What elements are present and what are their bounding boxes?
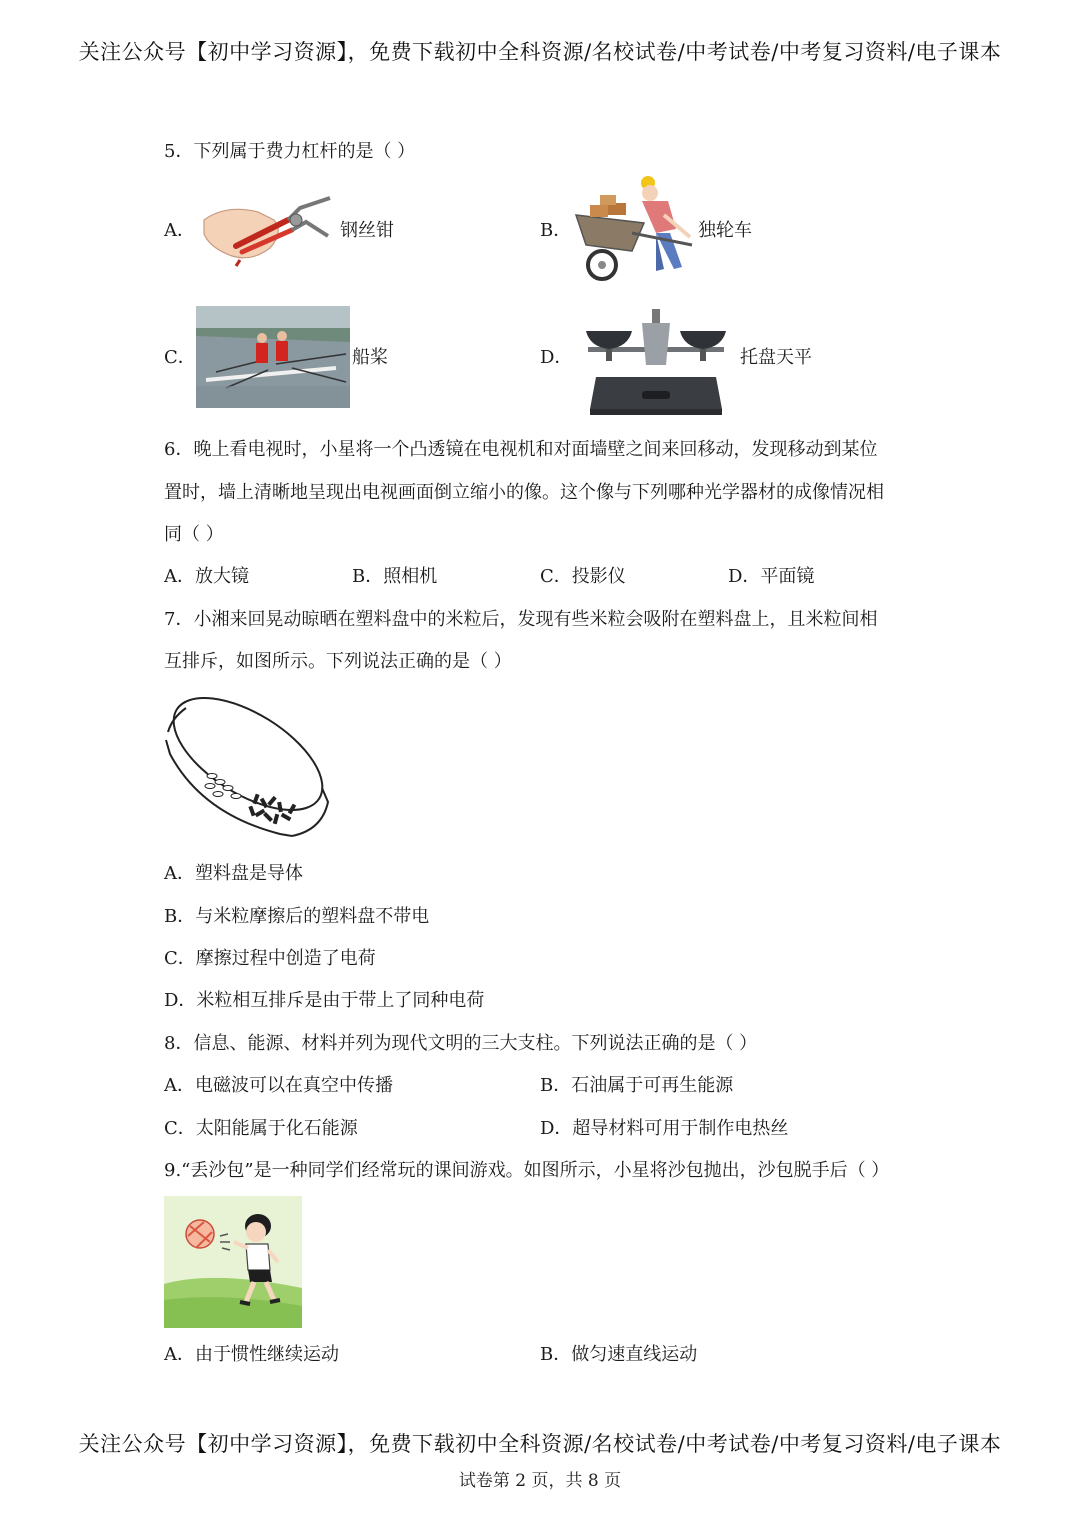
- question-6-line-2: 置时，墙上清晰地呈现出电视画面倒立缩小的像。这个像与下列哪种光学器材的成像情况相: [164, 482, 884, 503]
- q5-option-b-label: 独轮车: [698, 220, 752, 241]
- question-5-stem: 5．下列属于费力杠杆的是（ ）: [164, 141, 416, 162]
- q5-option-a-letter: A．: [164, 220, 195, 241]
- balance-scale-image: [576, 305, 736, 417]
- q6-option-a: A．放大镜: [164, 566, 249, 587]
- question-9-stem: 9.“丢沙包”是一种同学们经常玩的课间游戏。如图所示，小星将沙包抛出，沙包脱手后（ ）: [164, 1160, 890, 1181]
- rowing-oar-image: [196, 306, 350, 408]
- q5-option-d-letter: D．: [540, 347, 573, 368]
- plastic-tray-rice-image: [162, 684, 334, 844]
- promo-banner-top: 关注公众号【初中学习资源】，免费下载初中全科资源/名校试卷/中考试卷/中考复习资料/电子课本: [78, 40, 1002, 64]
- wheelbarrow-image: [572, 175, 694, 285]
- q7-option-a: A．塑料盘是导体: [164, 863, 303, 884]
- q5-option-b-letter: B．: [540, 220, 572, 241]
- q8-option-c: C．太阳能属于化石能源: [164, 1118, 358, 1139]
- question-7-line-1: 7．小湘来回晃动晾晒在塑料盘中的米粒后，发现有些米粒会吸附在塑料盘上，且米粒间相: [164, 609, 878, 630]
- q6-option-d: D．平面镜: [728, 566, 815, 587]
- promo-banner-bottom: 关注公众号【初中学习资源】，免费下载初中全科资源/名校试卷/中考试卷/中考复习资料/电子课本: [78, 1432, 1002, 1456]
- q6-option-c: C．投影仪: [540, 566, 626, 587]
- q8-option-d: D．超导材料可用于制作电热丝: [540, 1118, 789, 1139]
- q7-option-c: C．摩擦过程中创造了电荷: [164, 948, 376, 969]
- q7-option-b: B．与米粒摩擦后的塑料盘不带电: [164, 906, 430, 927]
- q8-option-b: B．石油属于可再生能源: [540, 1075, 734, 1096]
- q7-option-d: D．米粒相互排斥是由于带上了同种电荷: [164, 990, 485, 1011]
- q8-option-a: A．电磁波可以在真空中传播: [164, 1075, 393, 1096]
- question-6-line-1: 6．晚上看电视时，小星将一个凸透镜在电视机和对面墙壁之间来回移动，发现移动到某位: [164, 439, 878, 460]
- sandbag-toss-image: [164, 1196, 302, 1328]
- pliers-image: [196, 190, 336, 268]
- q9-option-a: A．由于惯性继续运动: [164, 1344, 339, 1365]
- question-6-line-3: 同（ ）: [164, 524, 224, 545]
- q9-option-b: B．做匀速直线运动: [540, 1344, 698, 1365]
- q5-option-c-letter: C．: [164, 347, 196, 368]
- page-number: 试卷第 2 页，共 8 页: [458, 1471, 622, 1491]
- question-8-stem: 8．信息、能源、材料并列为现代文明的三大支柱。下列说法正确的是（ ）: [164, 1033, 758, 1054]
- q5-option-a-label: 钢丝钳: [340, 220, 394, 241]
- q5-option-d-label: 托盘天平: [740, 347, 812, 368]
- question-7-line-2: 互排斥，如图所示。下列说法正确的是（ ）: [164, 651, 512, 672]
- q5-option-c-label: 船桨: [352, 347, 388, 368]
- q6-option-b: B．照相机: [352, 566, 438, 587]
